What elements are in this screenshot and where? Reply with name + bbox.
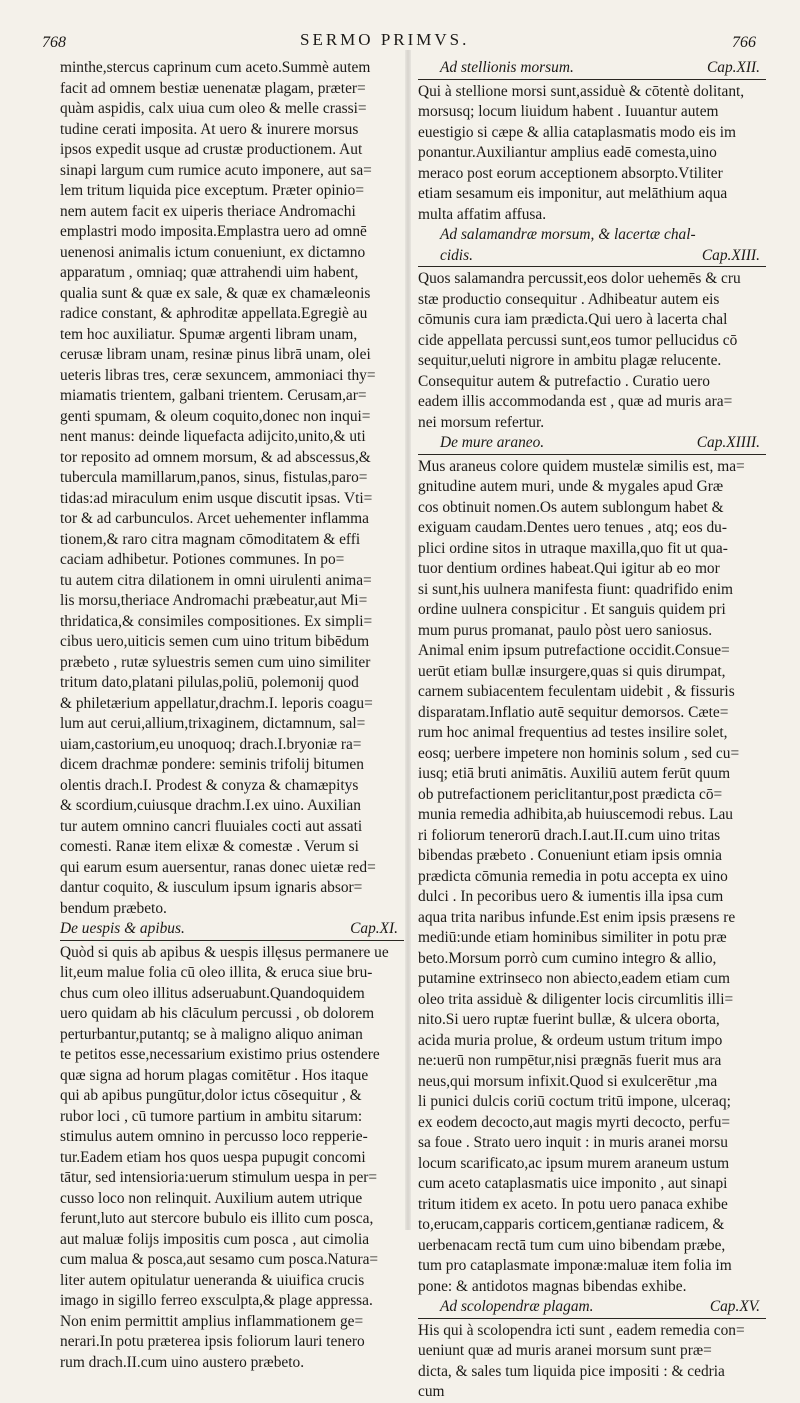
text-line: prædicta cōmunia remedia in potu accepta ex uino [418,867,728,885]
text-line: sequitur,ueluti nigrore in ambitu plagæ relucente. [418,352,722,369]
section-heading-scolopendra [418,1297,766,1319]
text-line: tum pro cataplasmate imponæ:maluæ item folia im [418,1257,732,1274]
text-line: sinapi largum cum rumice acuto imponere, aut sa= [60,161,372,179]
section-title: cidis. [440,246,473,264]
section-title: Ad salamandræ morsum, & lacertæ chal- [440,226,696,243]
text-line: & philetærium appellatur,drachm.I. leporis coagu= [60,694,373,712]
text-line: dicta, & sales tum liquida pice impositi : & cedria [418,1362,725,1380]
text-line: neus,qui morsum infixit.Quod si exulcerētur ,ma [418,1072,718,1090]
text-line: ex eodem decocto,aut magis myrti decocto, perfu= [418,1113,731,1131]
section-title: De mure araneo. [440,434,545,451]
text-line: & scordium,cuiusque drachm.I.ex uino. Auxilian [60,797,361,814]
chapter-number: Cap.XIII. [701,246,760,264]
section-heading-stellio [418,58,766,80]
text-line: mum purus promanat, paulo pòst uero saniosus. [418,621,713,639]
text-line: nito.Si uero ruptæ fuerint bullæ, & ulcera oborta, [418,1011,720,1028]
text-line: tritum dato,platani pilulas,poliū, polemonij quod [60,674,359,691]
section-heading-salamandra-1 [418,225,766,246]
text-line: genti spumam, & oleum coquito,donec non inqui= [60,407,371,425]
text-line: Quos salamandra percussit,eos dolor uehemēs & cru [418,270,741,287]
running-title: SERMO PRIMVS. [300,30,470,49]
right-text-block-c [418,457,766,1298]
text-line: Qui à stellione morsi sunt,assiduè & cōtentè dolitant, [418,82,745,100]
text-line: rubor loci , cū tumore partium in ambitu sitarum: [60,1107,363,1125]
text-line: cum aceto cataplasmatis uice imponito , aut sinapi [418,1175,728,1192]
section-title: Ad stellionis morsum. [440,59,574,76]
text-line: li punici dulcis coriū coctum tritū impone, ulceraq; [418,1093,731,1110]
text-line: lit,eum malue folia cū oleo illita, & eruca siue bru- [60,964,373,981]
text-line: cusso loco non relinquit. Auxilium autem utrique [60,1189,363,1207]
text-line: to,erucam,capparis corticem,gentianæ radicem, & [418,1216,725,1233]
text-line: Non enim permittit amplius inflammationem ge= [60,1312,364,1330]
text-line: uero quidam ab his clāculum percussi , ob dolorem [60,1005,375,1022]
text-line: te petitos esse,necessarium existimo prius ostendere [60,1046,380,1063]
left-text-block-b [60,943,404,1374]
right-text-block-b [418,269,766,433]
text-line: radice constant, & aphroditæ appellata.Egregiè au [60,305,368,322]
text-line: liter autem opitulatur ueneranda & uiuifica crucis [60,1271,365,1289]
chapter-number: Cap.XI. [350,920,398,937]
chapter-number: Cap.XV. [709,1298,760,1315]
text-line: lis morsu,theriace Andromachi præbeatur,aut Mi= [60,592,368,609]
text-line: qualia sunt & quæ ex sale, & quæ ex chamæleonis [60,284,371,302]
text-line: pone: & antidotos magnas bibendas exhibe. [418,1277,687,1295]
text-line: eadem illis accommodanda est , quæ ad muris ara= [418,393,733,410]
text-line: qui earum esum auersentur, ranas donec uietæ red= [60,858,376,876]
text-line: quàm aspidis, calx uiua cum oleo & melle crassi= [60,100,367,117]
text-line: cibus uero,uiticis semen cum uino tritum bibēdum [60,633,370,650]
text-line: tritum itidem ex aceto. In potu uero panaca exhibe [418,1195,728,1213]
text-line: ob putrefactionem periclitantur,post prædicta cō= [418,785,723,803]
text-line: si sunt,his uulnera manifesta fiunt: quadrifido enim [418,580,734,598]
text-line: tor & ad carbunculos. Arcet uehementer inflamma [60,510,369,527]
text-line: tu autem citra dilationem in omni uirulenti anima= [60,571,372,589]
text-line: tudine cerati imposita. At uero & inurere morsus [60,120,359,138]
text-line: locum scarificato,ac ipsum murem araneum ustum [418,1154,730,1172]
text-line: carnem subiacentem feculentam uidebit , & fissuris [418,683,735,700]
text-line: stimulus autem omnino in percusso loco repperie- [60,1128,368,1145]
text-line: cum [418,1383,445,1400]
text-line: ponantur.Auxiliantur amplius eadē comesta,uino [418,144,717,161]
text-line: Quòd si quis ab apibus & uespis illęsus permanere ue [60,943,389,961]
text-line: eosq; uerbere impetere non hominis solum , sed cu= [418,744,740,762]
text-line: ordine uulnera conspicitur . Et sanguis quidem pri [418,601,726,618]
text-line: bibendas præbeto . Conueniunt etiam ipsis omnia [418,847,722,864]
text-line: cerusæ libram unam, resinæ pinus librā unam, olei [60,346,371,363]
text-line: præbeto , rutæ syluestris semen cum uino similiter [60,653,371,671]
text-line: emplastri modo imposita.Emplastra uero ad omnē [60,223,367,240]
text-line: nem autem facit ex uiperis theriace Andromachi [60,202,356,220]
text-line: rum drach.II.cum uino austero præbeto. [60,1353,305,1371]
text-line: meraco post eorum acceptionem absorpto.Vtiliter [418,164,723,182]
text-line: etiam sesamum eis imponitur, aut melāthium aqua [418,185,728,202]
text-line: bendum præbeto. [60,899,167,917]
right-column [418,58,766,1403]
text-line: Consequitur autem & putrefactio . Curatio uero [418,372,710,390]
text-line: cide appellata percussi sunt,eos tumor pellucidus cō [418,331,738,349]
text-line: perturbantur,putantq; se à maligno aliquo animan [60,1025,363,1043]
text-line: chus cum oleo illitus adseruabunt.Quandoquidem [60,984,365,1002]
text-line: thridatica,& consimiles compositiones. Ex simpli= [60,612,373,630]
text-line: putamine extrinseco non abiecto,eadem etiam cum [418,970,730,987]
section-heading-salamandra-2 [418,246,766,268]
text-line: munia remedia adhibita,ab huiuscemodi rebus. Lau [418,806,733,823]
text-line: sa foue . Strato uero inquit : in muris aranei morsu [418,1134,728,1151]
text-line: dantur coquito, & iusculum ipsum ignaris absor= [60,879,363,896]
text-line: qui ab apibus pungūtur,dolor ictus cōsequitur , & [60,1087,362,1104]
section-title: Ad scolopendræ plagam. [440,1298,594,1315]
text-line: iusq; etiā bruti animātis. Auxiliū autem ferūt quum [418,765,731,782]
text-line: apparatum , omniaq; quæ attrahendi uim habent, [60,264,359,281]
page-number-left: 768 [42,34,66,51]
text-line: miamatis trientem, galbani trientem. Cerusam,ar= [60,387,367,404]
text-line: uerbenacam rectā tum cum uino bibendam præbe, [418,1236,726,1254]
text-line: tur autem omnino cancri fluuiales cocti aut assati [60,817,363,835]
text-line: caciam adhibetur. Potiones communes. In po= [60,551,345,568]
text-line: ne:uerū non rumpētur,nisi prægnās fuerit mus ara [418,1052,722,1069]
text-line: euestigio si cæpe & allia cataplasmatis modo eis im [418,123,737,141]
text-line: oleo trita assiduè & diligenter locis circumlitis illi= [418,990,734,1008]
text-line: His qui à scolopendra icti sunt , eadem remedia con= [418,1321,745,1339]
text-line: uerūt etiam bullæ insurgere,quas si quis dirumpat, [418,662,726,680]
text-line: nent manus: deinde liquefacta adijcito,unito,& uti [60,428,366,445]
text-line: disparatam.Inflatio autē sequitur demorsos. Cæte= [418,703,729,721]
text-line: Mus araneus colore quidem mustelæ similis est, ma= [418,457,745,475]
text-line: rum hoc animal frequentius ad testes insilire solet, [418,724,728,741]
text-line: ueteris libras tres, ceræ sexuncem, ammoniaci thy= [60,366,376,384]
text-line: plici ordine sitos in utraque maxilla,quo fit ut qua- [418,539,728,557]
text-line: olentis drach.I. Prodest & conyza & chamæpitys [60,776,359,794]
text-line: aut maluæ folijs impositis cum posca , aut cimolia [60,1230,370,1248]
text-line: minthe,stercus caprinum cum aceto.Summè autem [60,59,371,76]
text-line: tātur, sed intensioria:uerum stimulum uespa in per= [60,1169,378,1186]
text-line: exiguam caudam.Dentes uero tenues , atq; eos du- [418,519,727,536]
page-gutter [405,50,411,1230]
text-line: tidas:ad miraculum enim usque discutit ipsas. Vti= [60,489,373,507]
page-number-right: 766 [732,34,756,51]
text-line: tur.Eadem etiam hos quos uespa pupugit concomi [60,1148,366,1166]
text-line: quæ signa ad horum plagas comitētur . Hos itaque [60,1066,369,1084]
text-line: Animal enim ipsum putrefactione occidit.Consue= [418,642,730,659]
text-line: tuor dentium ordines habeat.Qui igitur ab eo mor [418,560,720,577]
text-line: gnitudine autem muri, unde & mygales apud Græ [418,478,724,495]
left-text-block-a [60,58,404,919]
text-line: ueniunt quæ ad muris aranei morsum sunt præ= [418,1342,712,1359]
text-line: lem tritum liquida pice exceptum. Præter opinio= [60,182,365,199]
text-line: acida muria prolue, & ordeum ustum tritum impo [418,1031,723,1049]
text-line: imago in sigillo ferreo exsculpta,& plage appressa. [60,1292,373,1309]
text-line: aqua trita naribus infunde.Est enim ipsis præsens re [418,908,736,926]
section-heading-mus-araneus [418,433,766,455]
text-line: tionem,& raro citra magnam cōmoditatem & effi [60,530,361,548]
text-line: cum malua & posca,aut sesamo cum posca.Natura= [60,1251,379,1268]
text-line: tubercula mamillarum,panos, sinus, fistulas,paro= [60,469,368,486]
text-line: nei morsum refertur. [418,413,545,431]
text-line: ipsos expedit usque ad crustæ productionem. Aut [60,141,363,158]
chapter-number: Cap.XII. [706,59,760,76]
text-line: tor reposito ad omnem morsum, & ad abscessus,& [60,448,371,466]
text-line: ri foliorum tenerorū drach.I.aut.II.cum uino tritas [418,826,721,844]
text-line: facit ad omnem bestiæ uenenatæ plagam, præter= [60,79,366,97]
section-heading-apibus [60,919,404,941]
text-line: dulci . In pecoribus uero & iumentis illa ipsa cum [418,888,724,905]
text-line: multa affatim affusa. [418,205,547,223]
text-line: mediū:unde etiam hominibus similiter in potu præ [418,929,727,946]
text-line: uiam,castorium,eu unoquoq; drach.I.bryoniæ ra= [60,735,362,753]
text-line: comesti. Ranæ item elixæ & comestæ . Verum si [60,838,359,855]
chapter-number: Cap.XIIII. [696,434,760,451]
text-line: dicem drachmæ pondere: seminis trifolij bitumen [60,756,364,773]
text-line: stæ productio consequitur . Adhibeatur autem eis [418,290,720,308]
text-line: lum aut cerui,allium,trixaginem, dictamnum, sal= [60,715,366,732]
text-line: tem hoc auxiliatur. Spumæ argenti libram unam, [60,325,358,343]
text-line: cōmunis cura iam prædicta.Qui uero à lacerta chal [418,311,728,328]
text-line: beto.Morsum porrò cum cumino integro & allio, [418,949,717,967]
section-title: De uespis & apibus. [60,920,185,937]
text-line: morsusq; locum liuidum habent . Iuuantur autem [418,103,719,120]
right-text-block-d [418,1321,766,1403]
text-line: ferunt,luto aut stercore bubulo eis illito cum posca, [60,1210,374,1227]
text-line: nerari.In potu præterea ipsis foliorum lauri tenero [60,1333,365,1350]
text-line: cos obtinuit nomen.Os autem sublongum habet & [418,498,724,516]
left-column [60,58,404,1373]
right-text-block-a [418,82,766,226]
text-line: uenenosi animalis ictum conueniunt, ex dictamno [60,243,366,261]
